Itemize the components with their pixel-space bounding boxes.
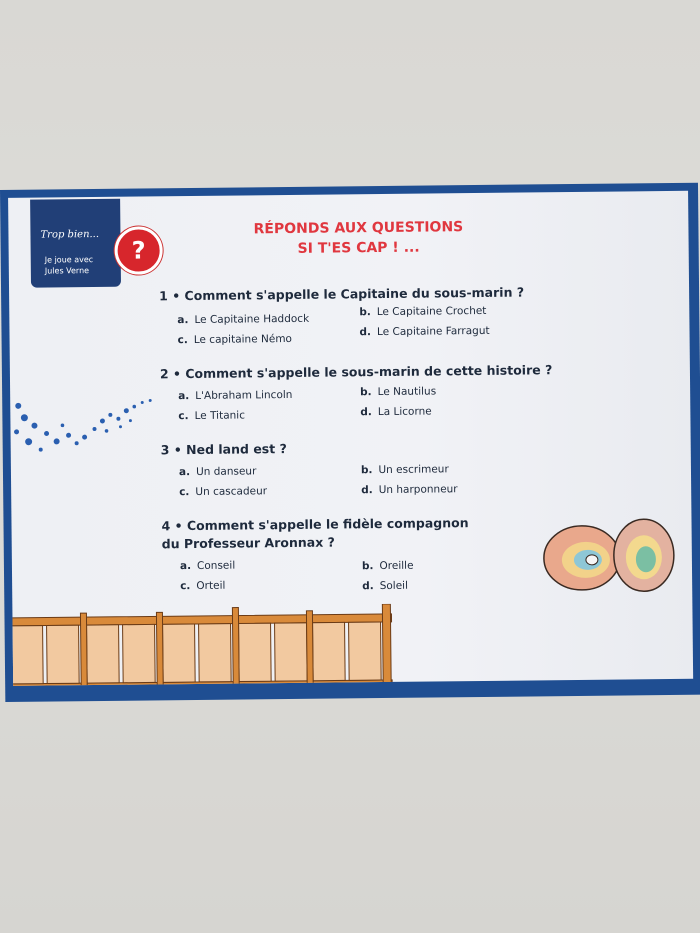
option-1d: d. Le Capitaine Farragut: [359, 324, 490, 339]
question-2: 2 • Comment s'appelle le sous-marin de cette histoire ?: [159, 362, 553, 382]
title-line-1: RÉPONDS AUX QUESTIONS: [253, 219, 464, 238]
option-3c: c. Un cascadeur: [179, 485, 268, 499]
option-3b: b. Un escrimeur: [360, 463, 449, 477]
question-mark-icon: ?: [114, 226, 163, 275]
option-3a: a. Un danseur: [178, 465, 257, 479]
series-badge: [30, 199, 121, 288]
option-4d: d. Soleil: [362, 579, 409, 593]
title-line-2: SI T'ES CAP ! ...: [297, 239, 420, 257]
question-3: 3 • Ned land est ?: [160, 441, 287, 458]
page: [8, 191, 693, 686]
option-3d: d. Un harponneur: [361, 483, 458, 497]
question-4-line-1: 4 • Comment s'appelle le fidèle compagnon: [161, 515, 469, 534]
question-1: 1 • Comment s'appelle le Capitaine du sous-marin ?: [159, 284, 525, 304]
option-2d: d. La Licorne: [360, 405, 432, 419]
option-1a: a. Le Capitaine Haddock: [177, 312, 310, 327]
shells-illustration: [541, 513, 682, 604]
railing-illustration: [8, 604, 397, 686]
page-title: [228, 217, 488, 260]
option-1c: c. Le capitaine Némo: [177, 332, 292, 347]
question-4-line-2: du Professeur Aronnax ?: [161, 534, 335, 552]
badge-line-1: Je joue avec: [44, 255, 94, 265]
option-2b: b. Le Nautilus: [360, 385, 437, 399]
option-4a: a. Conseil: [179, 559, 236, 573]
badge-line-2: Jules Verne: [44, 266, 90, 276]
bubbles-illustration: [10, 396, 171, 468]
option-4c: c. Orteil: [180, 579, 226, 593]
option-1b: b. Le Capitaine Crochet: [359, 304, 487, 319]
book: [0, 183, 700, 702]
badge-script: Trop bien...: [40, 228, 100, 241]
option-4b: b. Oreille: [361, 559, 414, 573]
option-2a: a. L'Abraham Lincoln: [178, 388, 293, 403]
option-2c: c. Le Titanic: [178, 409, 246, 423]
